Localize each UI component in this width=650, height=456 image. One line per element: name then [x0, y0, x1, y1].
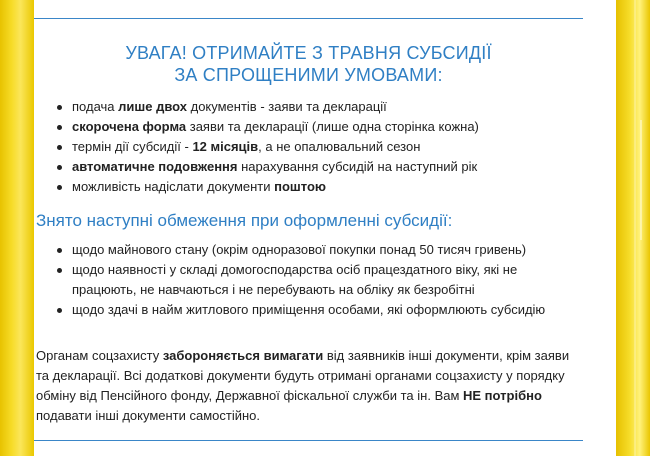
benefit-item: [54, 157, 574, 177]
headline: [34, 42, 583, 86]
benefit-text: термін дії субсидії -: [72, 139, 193, 154]
benefit-item: [54, 97, 574, 117]
benefit-text: , а не опалювальний сезон: [258, 139, 421, 154]
benefit-item: [54, 177, 574, 197]
benefit-bold-text: 12 місяців: [192, 139, 259, 154]
benefit-text: подача: [72, 99, 119, 114]
benefit-text: можливість надіслати документи: [72, 179, 275, 194]
benefits-list: [54, 97, 574, 197]
left-yellow-border: [0, 0, 34, 456]
footer-text-2: від заявників інші документи, крім заяви та декларації. Всі додаткові документи будуть отримані органами соцзахисту у порядку обміну від Пенсійного фонду, Державної фіскальної служби та ін. Вам: [36, 348, 570, 403]
benefit-text: документів - заяви та декларації: [187, 99, 387, 114]
headline-line-1: УВАГА! ОТРИМАЙТЕ З ТРАВНЯ СУБСИДІЇ: [125, 43, 492, 63]
footer-bold-2: НЕ потрібно: [463, 388, 542, 403]
benefit-item: [54, 117, 574, 137]
footer-bold-1: забороняється вимагати: [162, 348, 324, 363]
top-divider: [34, 18, 583, 19]
headline-line-2: ЗА СПРОЩЕНИМИ УМОВАМИ:: [174, 65, 443, 85]
bottom-divider: [34, 440, 583, 441]
restriction-item: щодо майнового стану (окрім одноразової покупки понад 50 тисяч гривень): [54, 240, 554, 260]
footer-text-3: подавати інші документи самостійно.: [36, 408, 261, 423]
benefit-bold-text: автоматичне подовження: [72, 159, 238, 174]
restriction-item: щодо здачі в найм житлового приміщення особами, які оформлюють субсидію: [54, 300, 554, 320]
restrictions-heading: Знято наступні обмеження при оформленні субсидії:: [36, 211, 453, 230]
footer-paragraph: [36, 346, 576, 426]
benefit-text: нарахування субсидій на наступний рік: [237, 159, 478, 174]
benefit-item: [54, 137, 574, 157]
right-yellow-border: [616, 0, 650, 456]
benefit-bold-text: лише двох: [118, 99, 187, 114]
footer-text-1: Органам соцзахисту: [36, 348, 163, 363]
restrictions-list: [54, 240, 554, 320]
benefit-bold-text: скорочена форма: [72, 119, 187, 134]
restriction-item: щодо наявності у складі домогосподарства осіб працездатного віку, які не працюють, не навчаються і не перебувають на обліку як безробітні: [54, 260, 554, 300]
benefit-bold-text: поштою: [274, 179, 326, 194]
benefit-text: заяви та декларації (лише одна сторінка кожна): [186, 119, 479, 134]
